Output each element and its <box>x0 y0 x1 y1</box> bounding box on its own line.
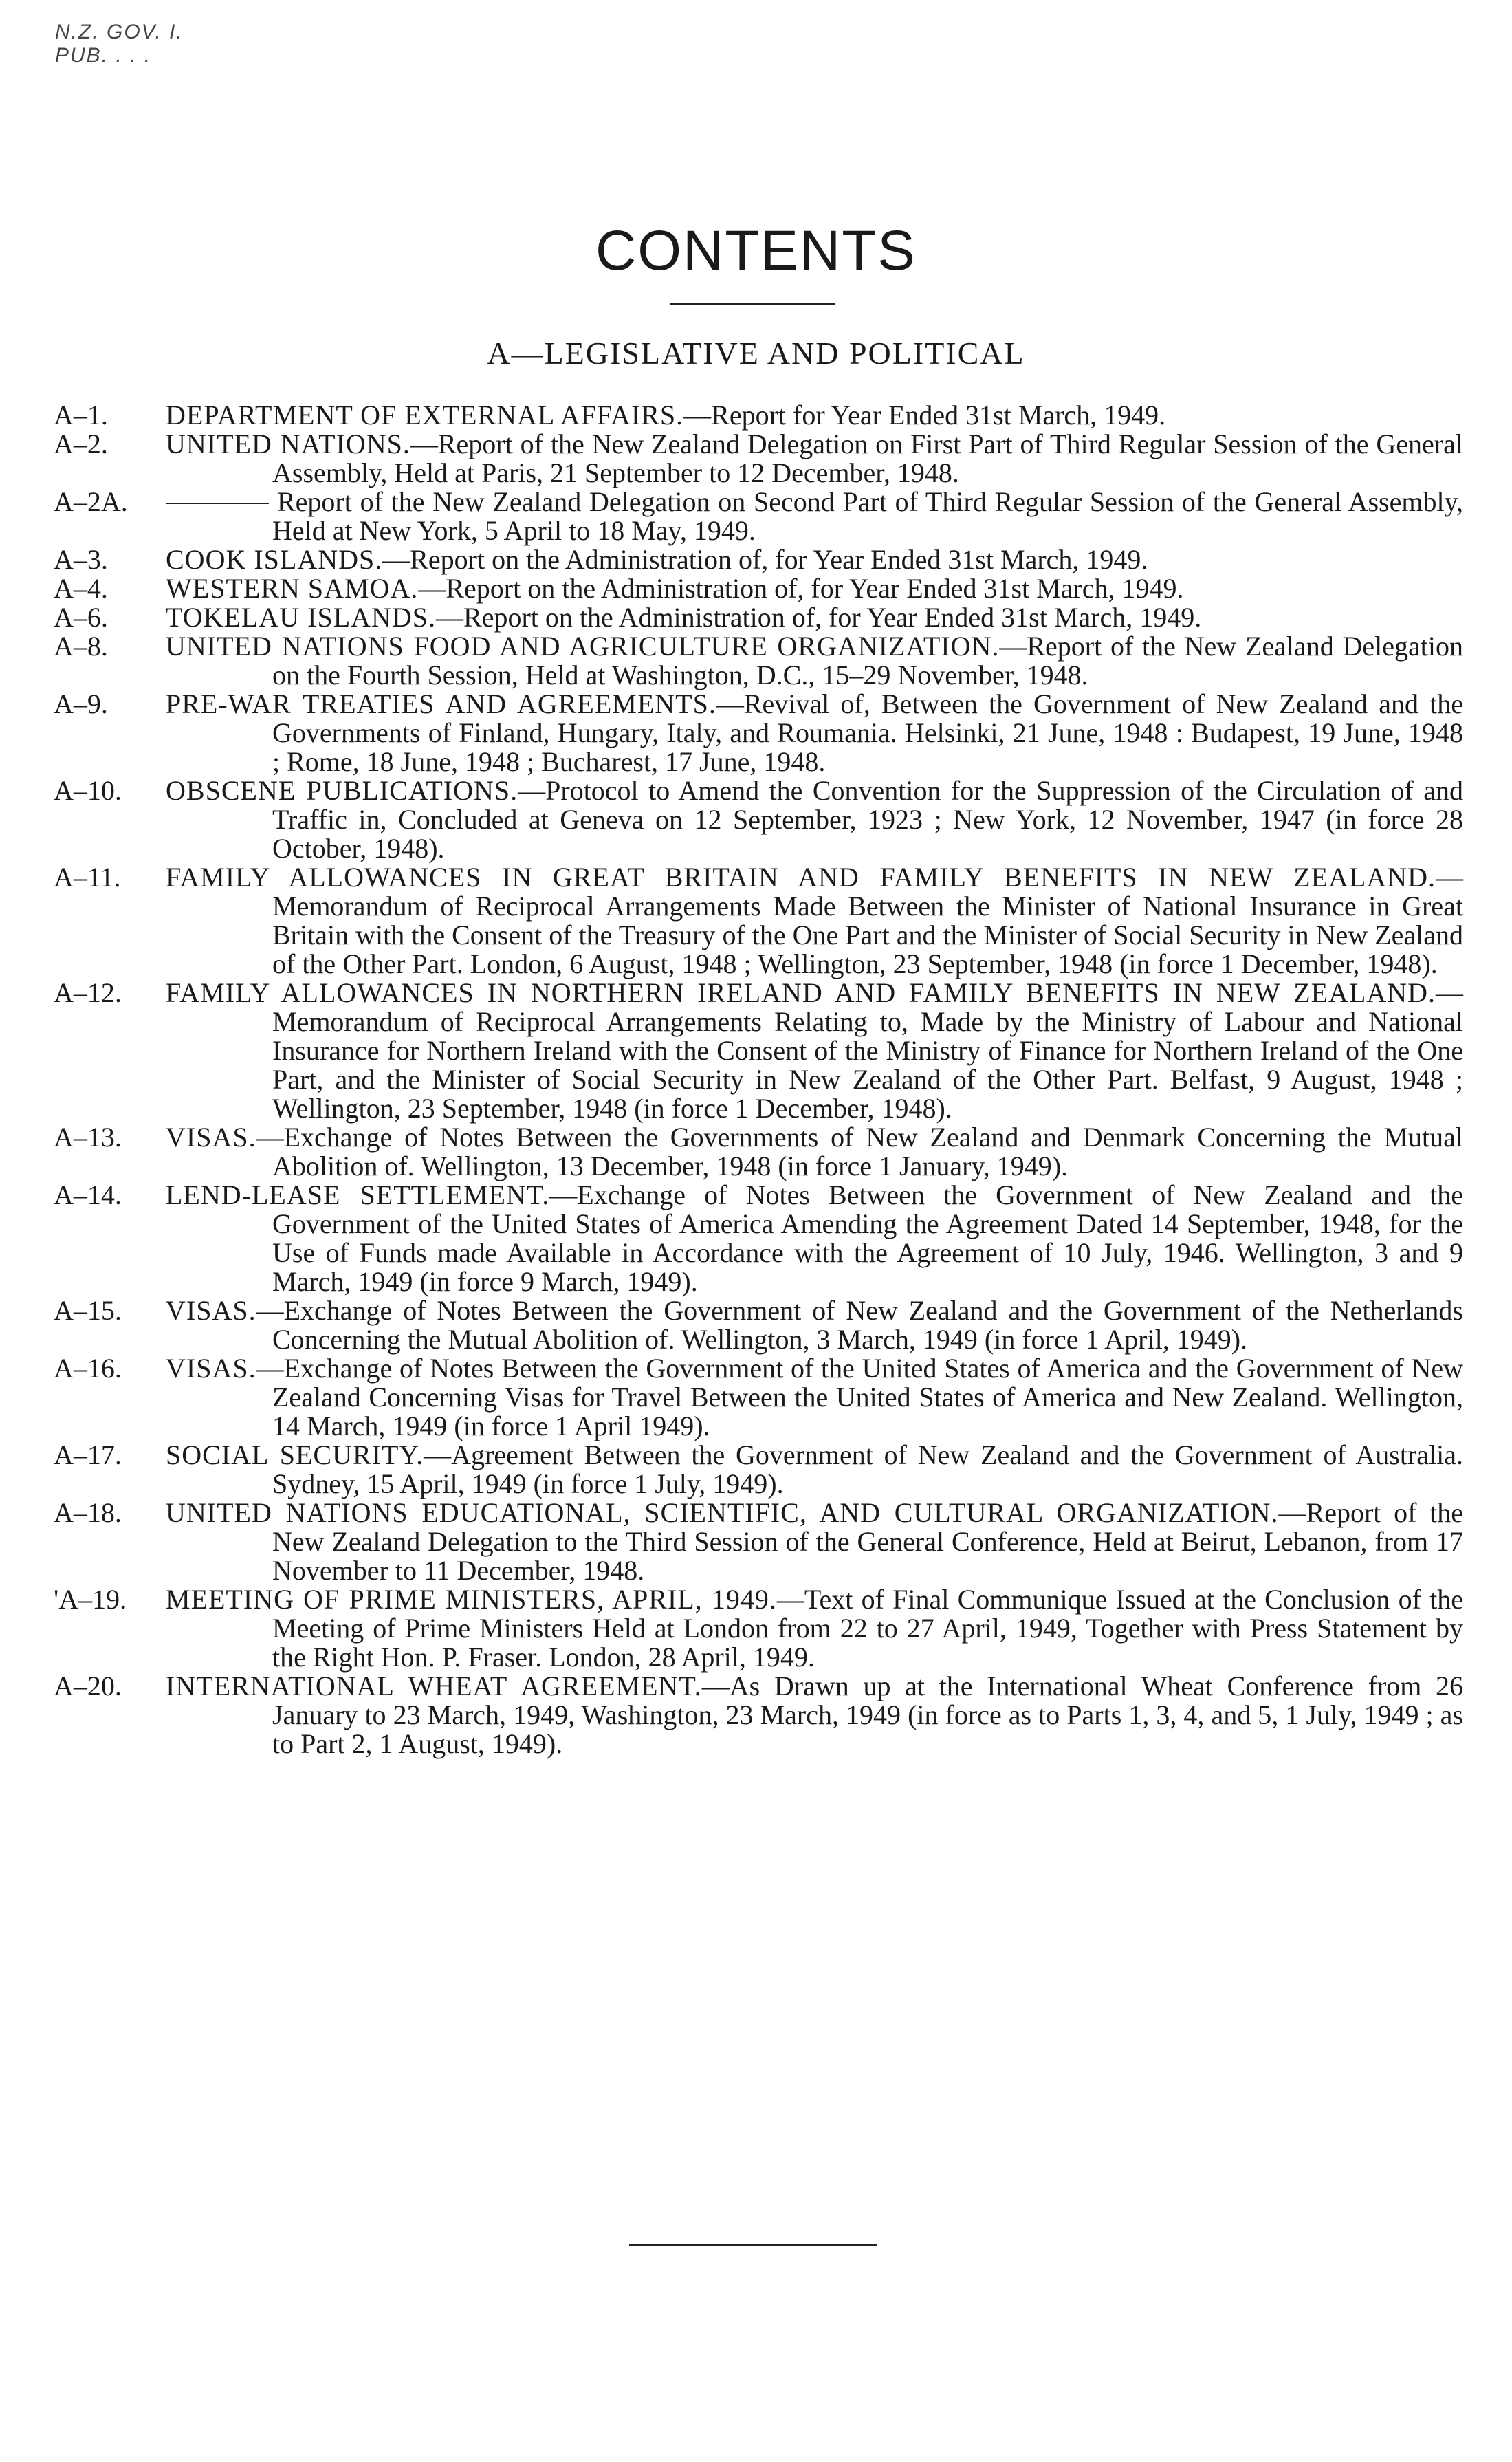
contents-entry <box>54 1123 1463 1181</box>
entry-description: —Exchange of Notes Between the Governments of New Zealand and Denmark Concerning the Mutual Abolition of. Wellington, 13 December, 1948 (in force 1 January, 1949). <box>256 1122 1463 1181</box>
entry-code: A–18. <box>54 1497 122 1528</box>
entry-description: —Report of the New Zealand Delegation on the Fourth Session, Held at Washington, D.C., 15–29 November, 1948. <box>272 631 1463 690</box>
entry-description: —Report of the New Zealand Delegation on First Part of Third Regular Session of the General Assembly, Held at Paris, 21 September to 12 December, 1948. <box>272 428 1463 488</box>
entry-code: A–12. <box>54 977 122 1008</box>
entry-body <box>166 862 1463 979</box>
closing-divider <box>629 2244 877 2246</box>
entry-description: —Report of the New Zealand Delegation to the Third Session of the General Conference, Held at Beirut, Lebanon, from 17 November to 11 December, 1948. <box>272 1497 1463 1586</box>
entry-heading: UNITED NATIONS. <box>166 428 410 459</box>
entry-heading: INTERNATIONAL WHEAT AGREEMENT. <box>166 1670 702 1701</box>
entry-body <box>166 1295 1463 1355</box>
ditto-rule <box>166 503 269 504</box>
entry-code: A–1. <box>54 400 108 431</box>
contents-list <box>54 401 1463 1758</box>
entry-body <box>166 688 1463 777</box>
entry-code: 'A–19. <box>54 1584 127 1615</box>
entry-code: A–17. <box>54 1439 122 1470</box>
entry-heading: SOCIAL SECURITY. <box>166 1439 424 1470</box>
contents-entry <box>54 430 1463 488</box>
contents-entry <box>54 632 1463 690</box>
entry-heading: UNITED NATIONS FOOD AND AGRICULTURE ORGANIZATION. <box>166 631 1000 662</box>
entry-description: —Exchange of Notes Between the Government of New Zealand and the Government of the United States of America Amending the Agreement Dated 14 September, 1948, for the Use of Funds made Available in Accordance with the Agreement of 10 July, 1946. Wellington, 3 and 9 March, 1949 (in force 9 March, 1949). <box>272 1179 1463 1297</box>
entry-description: —Memorandum of Reciprocal Arrangements Relating to, Made by the Ministry of Labour and National Insurance for Northern Ireland with the Consent of the Ministry of Finance for Northern Ireland of the One Part, and the Minister of Social Security in New Zealand of the Other Part. Belfast, 9 August, 1948 ; Wellington, 23 September, 1948 (in force 1 December, 1948). <box>272 977 1463 1124</box>
entry-heading: MEETING OF PRIME MINISTERS, APRIL, 1949. <box>166 1584 777 1615</box>
contents-entry <box>54 1354 1463 1441</box>
entry-body <box>272 488 1463 545</box>
entry-heading: LEND-LEASE SETTLEMENT. <box>166 1179 550 1210</box>
entry-code: A–10. <box>54 775 122 806</box>
entry-heading: FAMILY ALLOWANCES IN NORTHERN IRELAND AND FAMILY BENEFITS IN NEW ZEALAND. <box>166 977 1436 1008</box>
entry-code: A–2. <box>54 428 108 459</box>
entry-heading: VISAS. <box>166 1122 256 1153</box>
title-divider <box>670 303 835 305</box>
entry-body <box>166 602 1463 633</box>
entry-code: A–6. <box>54 602 108 633</box>
entry-code: A–11. <box>54 862 121 893</box>
contents-entry <box>54 979 1463 1123</box>
entry-description: —Exchange of Notes Between the Government of New Zealand and the Government of the Netherlands Concerning the Mutual Abolition of. Wellington, 3 March, 1949 (in force 1 April, 1949). <box>256 1295 1463 1355</box>
contents-entry <box>54 603 1463 632</box>
entry-code: A–8. <box>54 631 108 662</box>
entry-code: A–3. <box>54 544 108 575</box>
entry-heading: FAMILY ALLOWANCES IN GREAT BRITAIN AND FAMILY BENEFITS IN NEW ZEALAND. <box>166 862 1436 893</box>
entry-description: —Report for Year Ended 31st March, 1949. <box>683 400 1166 431</box>
entry-description: —Text of Final Communique Issued at the Conclusion of the Meeting of Prime Ministers Held at London from 22 to 27 April, 1949, Together with Press Statement by the Right Hon. P. Fraser. London, 28 April, 1949. <box>272 1584 1463 1673</box>
entry-code: A–2A. <box>54 486 128 517</box>
entry-body <box>166 1179 1463 1297</box>
entry-description: —Agreement Between the Government of New Zealand and the Government of Australia. Sydney, 15 April, 1949 (in force 1 July, 1949). <box>272 1439 1463 1499</box>
contents-entry <box>54 488 1463 545</box>
entry-body <box>166 1353 1463 1441</box>
entry-body <box>166 544 1463 575</box>
entry-description: Report of the New Zealand Delegation on Second Part of Third Regular Session of the General Assembly, Held at New York, 5 April to 18 May, 1949. <box>272 486 1463 546</box>
entry-body <box>166 573 1463 604</box>
entry-code: A–4. <box>54 573 108 604</box>
entry-description: —Report on the Administration of, for Year Ended 31st March, 1949. <box>436 602 1202 633</box>
contents-entry <box>54 545 1463 574</box>
contents-entry <box>54 776 1463 863</box>
section-heading: A—LEGISLATIVE AND POLITICAL <box>487 336 1025 371</box>
entry-description: —Report on the Administration of, for Year Ended 31st March, 1949. <box>382 544 1148 575</box>
entry-heading: VISAS. <box>166 1353 256 1384</box>
entry-heading: UNITED NATIONS EDUCATIONAL, SCIENTIFIC, AND CULTURAL ORGANIZATION. <box>166 1497 1279 1528</box>
entry-code: A–14. <box>54 1179 122 1210</box>
entry-body <box>166 1584 1463 1673</box>
entry-description: —Report on the Administration of, for Year Ended 31st March, 1949. <box>418 573 1184 604</box>
entry-heading: OBSCENE PUBLICATIONS. <box>166 775 518 806</box>
entry-body <box>166 1122 1463 1181</box>
entry-description: —Memorandum of Reciprocal Arrangements Made Between the Minister of National Insurance in Great Britain with the Consent of the Treasury of the One Part and the Minister of Social Security in New Zealand of the Other Part. London, 6 August, 1948 ; Wellington, 23 September, 1948 (in force 1 December, 1948). <box>272 862 1463 979</box>
entry-heading: COOK ISLANDS. <box>166 544 383 575</box>
entry-code: A–9. <box>54 688 108 719</box>
page-title: CONTENTS <box>595 219 917 282</box>
contents-entry <box>54 863 1463 979</box>
entry-body <box>166 631 1463 690</box>
entry-code: A–13. <box>54 1122 122 1153</box>
entry-heading: TOKELAU ISLANDS. <box>166 602 437 633</box>
catalog-note-line-2: PUB. . . . <box>55 44 152 67</box>
entry-body <box>166 775 1464 864</box>
entry-heading: VISAS. <box>166 1295 256 1326</box>
entry-heading: PRE-WAR TREATIES AND AGREEMENTS. <box>166 688 716 719</box>
contents-entry <box>54 574 1463 603</box>
entry-description: —Exchange of Notes Between the Government of the United States of America and the Government of New Zealand Concerning Visas for Travel Between the United States of America and New Zealand. Wellington, 14 March, 1949 (in force 1 April 1949). <box>256 1353 1463 1441</box>
contents-entry <box>54 401 1463 430</box>
contents-entry <box>54 690 1463 776</box>
entry-body <box>166 1497 1463 1586</box>
entry-code: A–16. <box>54 1353 122 1384</box>
contents-entry <box>54 1181 1463 1296</box>
entry-body <box>166 1670 1464 1759</box>
contents-entry <box>54 1441 1463 1499</box>
entry-code: A–15. <box>54 1295 122 1326</box>
contents-entry <box>54 1296 1463 1354</box>
catalog-note-line-1: N.Z. GOV. I. <box>55 21 184 43</box>
entry-body <box>166 400 1463 431</box>
entry-description: —As Drawn up at the International Wheat Conference from 26 January to 23 March, 1949, Washington, 23 March, 1949 (in force as to Parts 1, 3, 4, and 5, 1 July, 1949 ; as to Part 2, 1 August, 1949). <box>272 1670 1464 1759</box>
entry-description: —Revival of, Between the Government of New Zealand and the Governments of Finland, Hungary, Italy, and Roumania. Helsinki, 21 June, 1948 : Budapest, 19 June, 1948 ; Rome, 18 June, 1948 ; Bucharest, 17 June, 1948. <box>272 688 1463 777</box>
entry-heading: DEPARTMENT OF EXTERNAL AFFAIRS. <box>166 400 684 431</box>
contents-entry <box>54 1672 1463 1758</box>
entry-code: A–20. <box>54 1670 122 1701</box>
entry-description: —Protocol to Amend the Convention for the Suppression of the Circulation of and Traffic in, Concluded at Geneva on 12 September, 1923 ; New York, 12 November, 1947 (in force 28 October, 1948). <box>272 775 1464 864</box>
entry-body <box>166 977 1463 1124</box>
handwritten-catalog-note <box>55 21 184 67</box>
entry-body <box>166 428 1463 488</box>
contents-entry <box>54 1499 1463 1585</box>
entry-body <box>166 1439 1463 1499</box>
entry-heading: WESTERN SAMOA. <box>166 573 419 604</box>
contents-entry <box>54 1585 1463 1672</box>
